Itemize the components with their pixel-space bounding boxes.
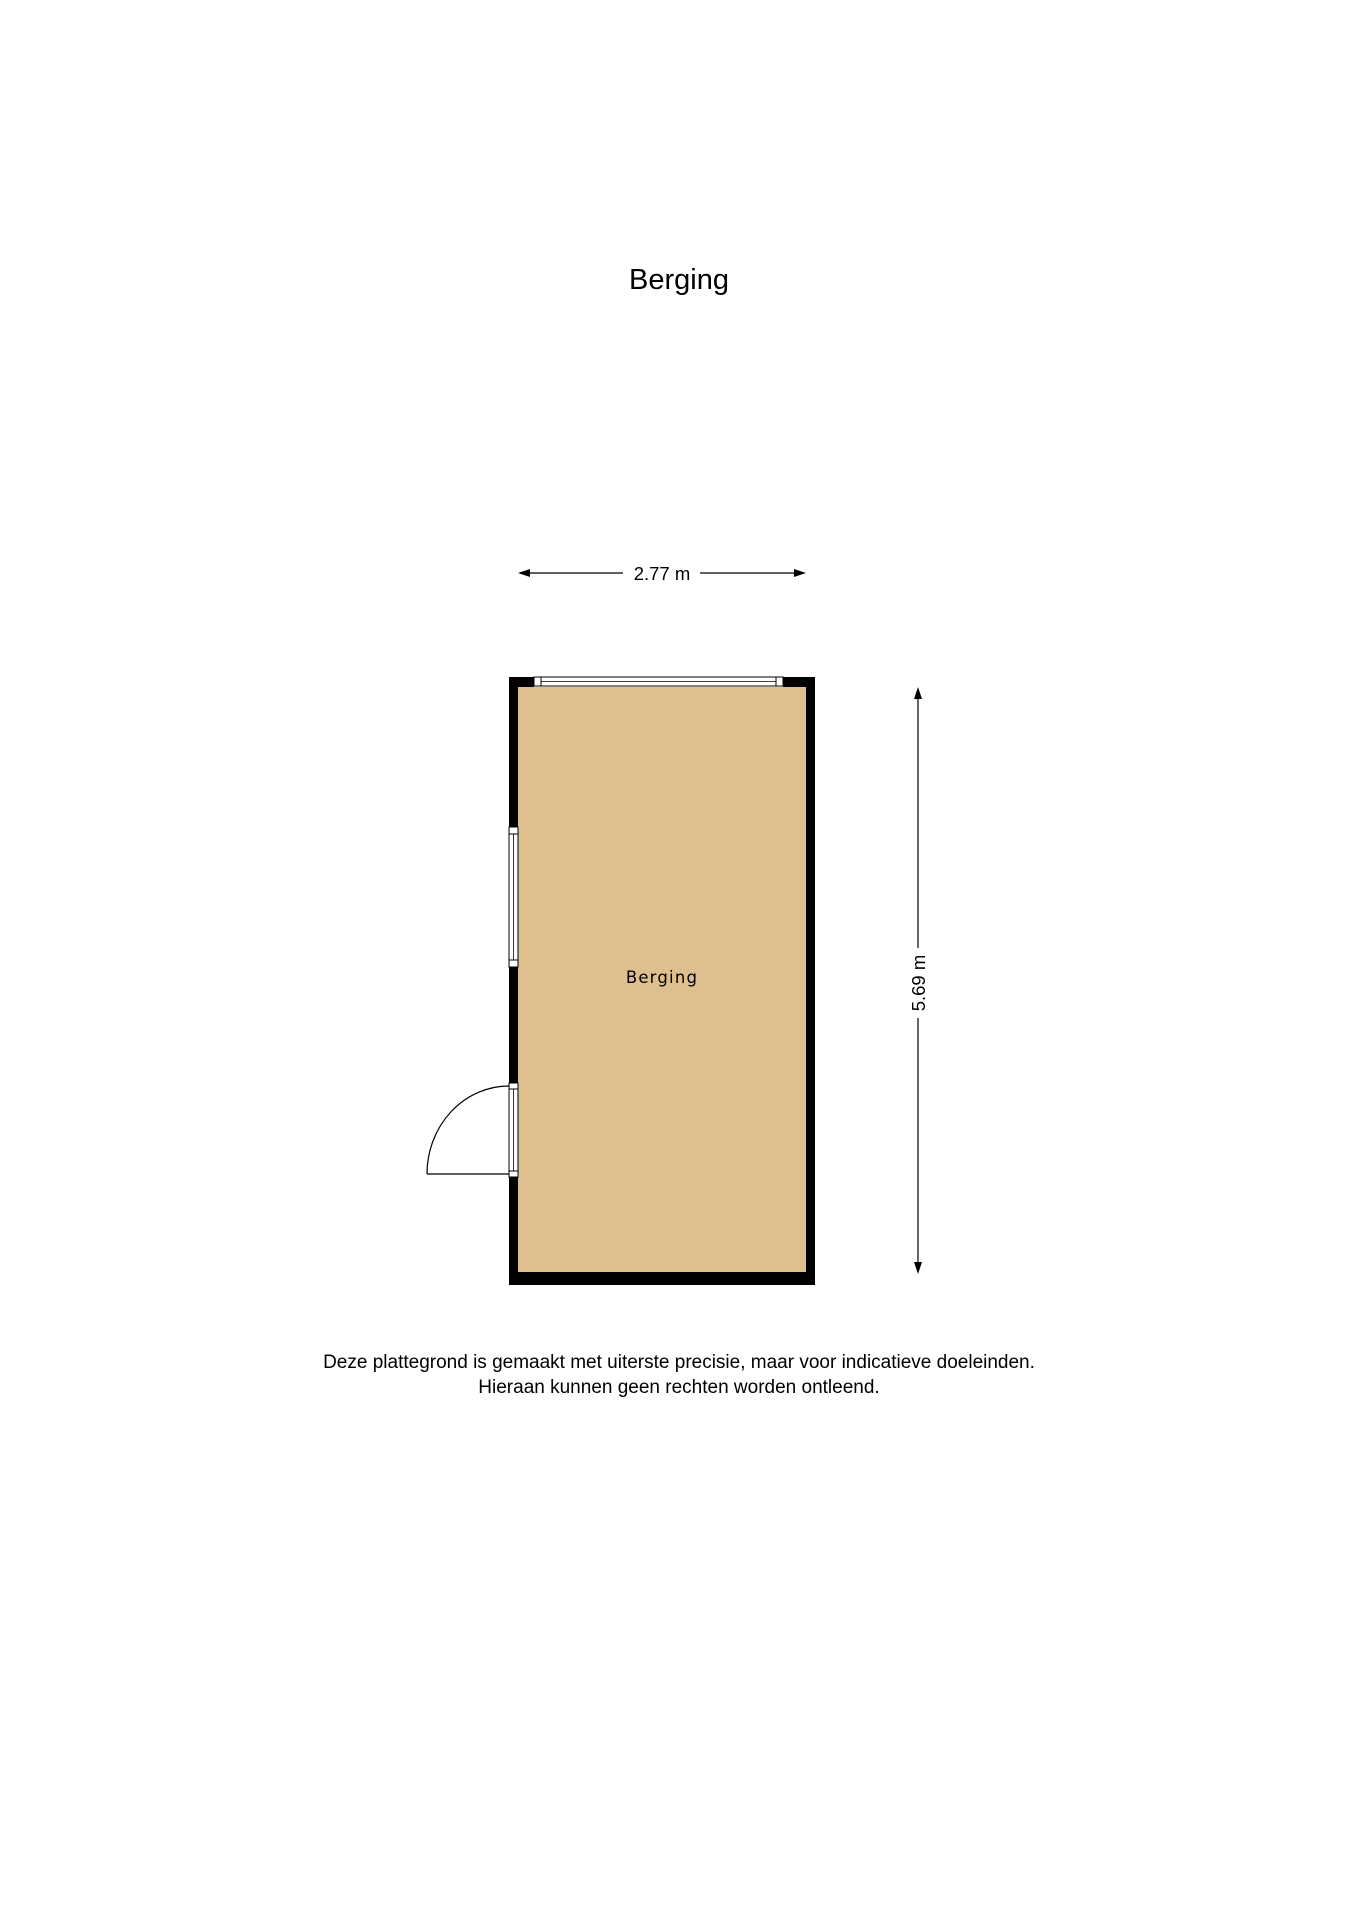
window-left <box>509 827 518 967</box>
dimension-width-label: 2.77 m <box>633 563 691 584</box>
disclaimer <box>0 1350 1358 1400</box>
dimension-height-arrow-top <box>914 687 922 699</box>
room-label: Berging <box>625 968 699 987</box>
disclaimer-line-2: Hieraan kunnen geen rechten worden ontleend. <box>478 1377 880 1398</box>
dimension-width-arrow-right <box>794 569 806 577</box>
dimension-height-label: 5.69 m <box>908 954 929 1012</box>
door-swing-arc <box>427 1086 509 1174</box>
dimension-height <box>908 687 929 1274</box>
wall-left-upper <box>509 677 518 827</box>
door-left <box>427 1083 518 1177</box>
wall-right <box>806 677 815 1285</box>
disclaimer-line-1: Deze plattegrond is gemaakt met uiterste precisie, maar voor indicatieve doeleinden. <box>323 1352 1035 1373</box>
dimension-width-arrow-left <box>518 569 530 577</box>
page-title: Berging <box>629 264 729 296</box>
wall-left-lower <box>509 1177 518 1285</box>
dimension-width <box>518 563 806 584</box>
window-top <box>534 677 783 686</box>
wall-bottom <box>509 1272 815 1285</box>
dimension-height-arrow-bottom <box>914 1262 922 1274</box>
wall-left-middle <box>509 967 518 1083</box>
